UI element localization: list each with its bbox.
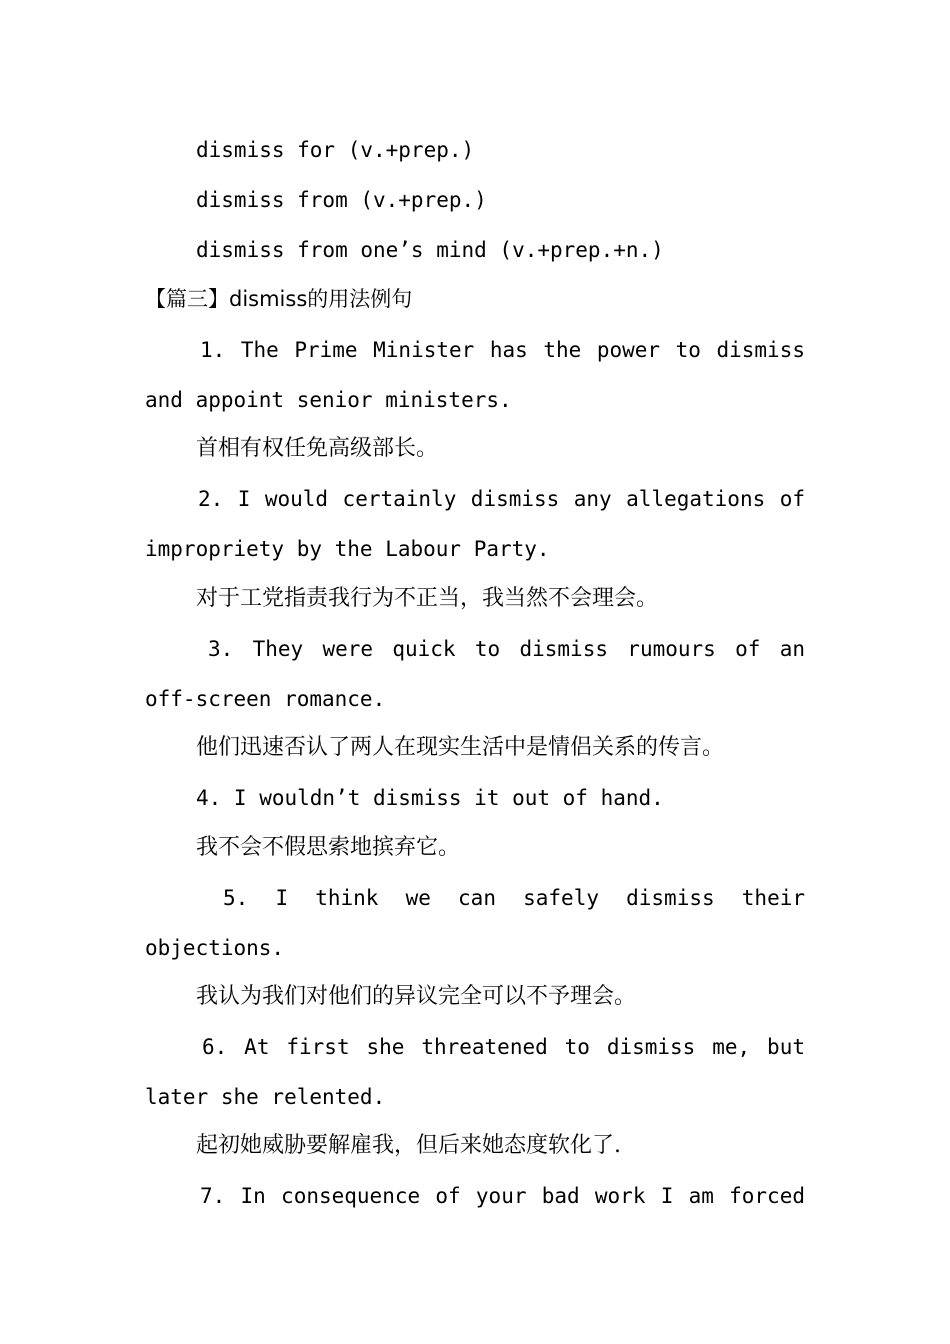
phrase-line: dismiss from one’s mind (v.+prep.+n.) bbox=[196, 238, 664, 262]
example-english-line: off-screen romance. bbox=[145, 687, 386, 711]
example-chinese-translation: 首相有权任免高级部长。 bbox=[196, 436, 439, 461]
example-english-line: 7. In consequence of your bad work I am forced bbox=[200, 1184, 805, 1208]
example-english-line: objections. bbox=[145, 936, 285, 960]
example-english-line: and appoint senior ministers. bbox=[145, 388, 512, 412]
example-english-line: later she relented. bbox=[145, 1085, 386, 1109]
example-chinese-translation: 我认为我们对他们的异议完全可以不予理会。 bbox=[196, 984, 637, 1009]
section-heading: 【篇三】dismiss的用法例句 bbox=[145, 287, 413, 311]
example-chinese-translation: 对于工党指责我行为不正当，我当然不会理会。 bbox=[196, 586, 659, 611]
example-english-line: 6. At first she threatened to dismiss me, but bbox=[202, 1035, 805, 1059]
example-english-line: 3. They were quick to dismiss rumours of an bbox=[208, 637, 805, 661]
phrase-line: dismiss from (v.+prep.) bbox=[196, 188, 487, 212]
example-english-line: impropriety by the Labour Party. bbox=[145, 537, 550, 561]
example-chinese-translation: 我不会不假思索地摈弃它。 bbox=[196, 835, 461, 860]
phrase-line: dismiss for (v.+prep.) bbox=[196, 138, 475, 162]
example-english-line: 2. I would certainly dismiss any allegations of bbox=[198, 487, 805, 511]
example-chinese-translation: 起初她威胁要解雇我，但后来她态度软化了. bbox=[196, 1133, 621, 1158]
example-english-line: 1. The Prime Minister has the power to dismiss bbox=[200, 338, 805, 362]
example-chinese-translation: 他们迅速否认了两人在现实生活中是情侣关系的传言。 bbox=[196, 735, 725, 760]
example-english-line: 4. I wouldn’t dismiss it out of hand. bbox=[196, 786, 664, 810]
example-english-line: 5. I think we can safely dismiss their bbox=[223, 886, 805, 910]
